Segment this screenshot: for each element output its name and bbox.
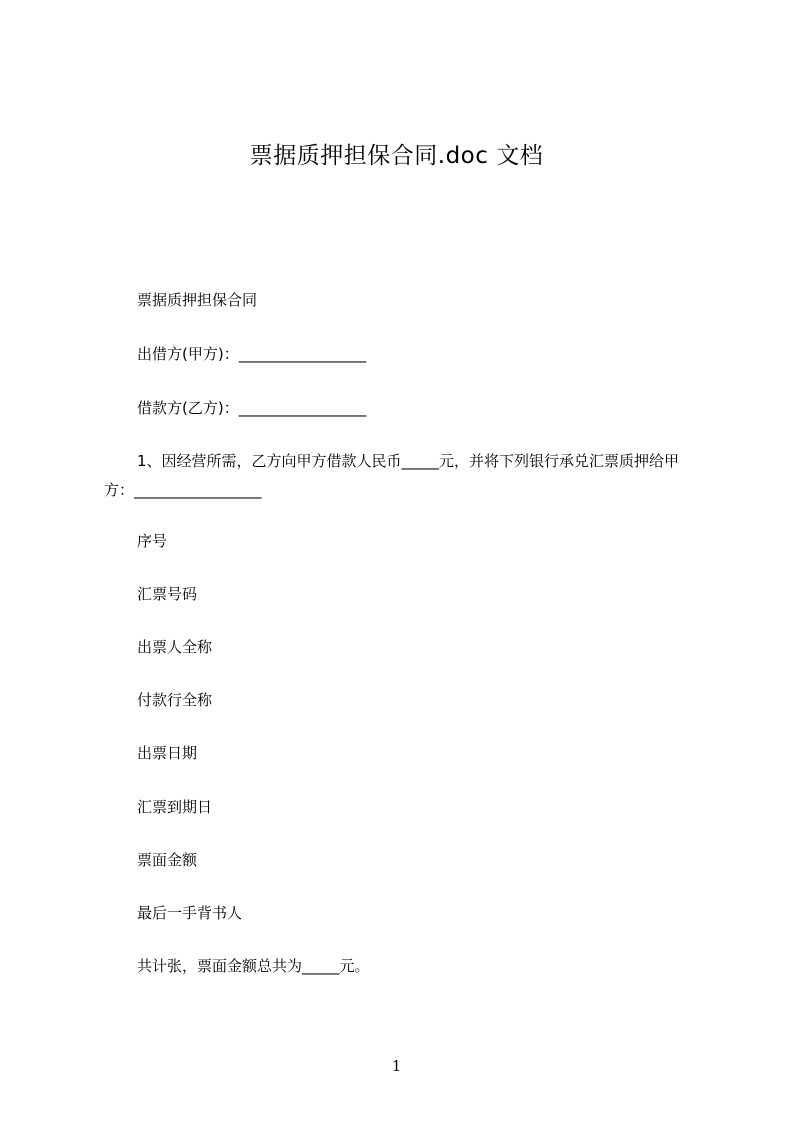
- clause-1: [104, 447, 704, 505]
- borrower-line: 借款方(乙方)：_________________: [137, 399, 367, 417]
- field-face-amount: 票面金额: [137, 851, 198, 869]
- field-drawer-name: 出票人全称: [137, 638, 213, 656]
- field-paying-bank: 付款行全称: [137, 691, 213, 709]
- field-issue-date: 出票日期: [137, 744, 198, 762]
- contract-subtitle: 票据质押担保合同: [137, 291, 258, 309]
- field-last-endorser: 最后一手背书人: [137, 904, 243, 922]
- page-number: 1: [391, 1057, 402, 1075]
- clause-1-text: 1、因经营所需，乙方向甲方借款人民币_____元，并将下列银行承兑汇票质押给甲方：_________________: [104, 452, 680, 499]
- document-title: 票据质押担保合同.doc 文档: [249, 143, 544, 169]
- field-bill-number: 汇票号码: [137, 585, 198, 603]
- total-amount-line: 共计张，票面金额总共为_____元。: [137, 957, 370, 975]
- field-serial-number: 序号: [137, 532, 168, 550]
- field-maturity-date: 汇票到期日: [137, 798, 213, 816]
- lender-line: 出借方(甲方)：_________________: [137, 345, 367, 363]
